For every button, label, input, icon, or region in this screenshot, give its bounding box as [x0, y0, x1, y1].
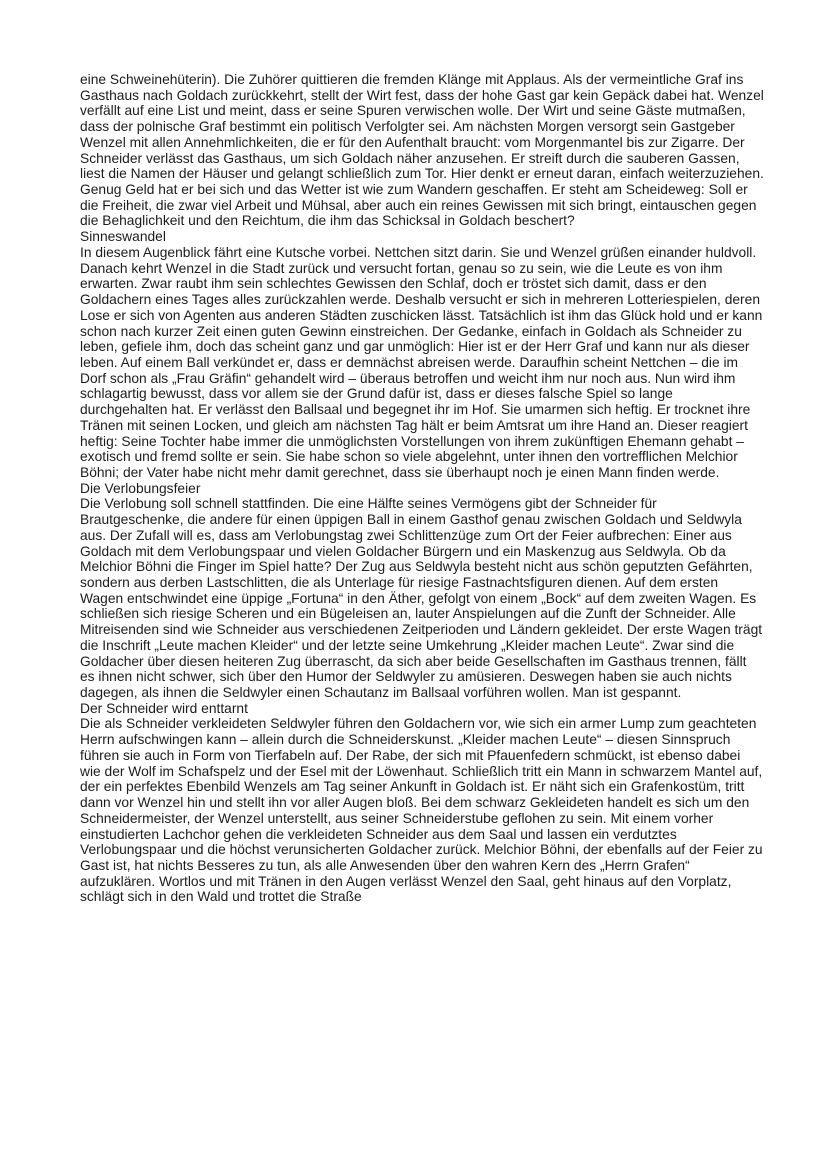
section-heading-schneider-enttarnt: Der Schneider wird enttarnt — [80, 700, 248, 716]
section-heading-sinneswandel: Sinneswandel — [80, 229, 166, 245]
paragraph-arrival-continuation: eine Schweinehüterin). Die Zuhörer quittieren die fremden Klänge mit Applaus. Als der vermeintliche Graf ins Gasthaus nach Goldach zurückkehrt, stellt der Wirt fest, dass der hohe Gast gar kein Gepäck dabei hat. Wenzel verfällt auf eine List und meint, dass er seine Spuren verwischen wolle. Der Wirt und seine Gäste mutmaßen, dass der polnische Graf bestimmt ein politisch Verfolgter sei. Am nächsten Morgen versorgt sein Gastgeber Wenzel mit allen Annehmlichkeiten, die er für den Aufenthalt braucht: vom Morgenmantel bis zur Zigarre. Der Schneider verlässt das Gasthaus, um sich Goldach näher anzusehen. Er streift durch die sauberen Gassen, liest die Namen der Häuser und gelangt schließlich zum Tor. Hier denkt er erneut daran, einfach weiterzuziehen. Genug Geld hat er bei sich und das Wetter ist wie zum Wandern geschaffen. Er steht am Scheideweg: Soll er die Freiheit, die zwar viel Arbeit und Mühsal, aber auch ein reines Gewissen mit sich bringt, eintauschen gegen die Behaglichkeit und den Reichtum, die ihm das Schicksal in Goldach beschert? — [80, 72, 764, 229]
section-heading-verlobungsfeier: Die Verlobungsfeier — [80, 480, 201, 496]
text-block — [80, 72, 764, 905]
paragraph-verlobungsfeier: Die Verlobung soll schnell stattfinden. Die eine Hälfte seines Vermögens gibt der Schneider für Brautgeschenke, die andere für einen üppigen Ball in einem Gasthof genau zwischen Goldach und Seldwyla aus. Der Zufall will es, dass am Verlobungstag zwei Schlittenzüge zum Ort der Feier aufbrechen: Einer aus Goldach mit dem Verlobungspaar und vielen Goldacher Bürgern und ein Maskenzug aus Seldwyla. Ob da Melchior Böhni die Finger im Spiel hatte? Der Zug aus Seldwyla besteht nicht aus schön geputzten Gefährten, sondern aus derben Lastschlitten, die als Unterlage für riesige Fastnachtsfiguren dienen. Auf dem ersten Wagen entschwindet eine üppige „Fortuna“ in den Äther, gefolgt von einem „Bock“ auf dem zweiten Wagen. Es schließen sich riesige Scheren und ein Bügeleisen an, lauter Anspielungen auf die Zunft der Schneider. Alle Mitreisenden sind wie Schneider aus verschiedenen Zeitperioden und Ländern gekleidet. Der erste Wagen trägt die Inschrift „Leute machen Kleider“ und der letzte seine Umkehrung „Kleider machen Leute“. Zwar sind die Goldacher über diesen heiteren Zug überrascht, da sich aber beide Gesellschaften im Gasthaus trennen, fällt es ihnen nicht schwer, sich über den Humor der Seldwyler zu amüsieren. Deswegen haben sie auch nichts dagegen, als ihnen die Seldwyler einen Schautanz im Ballsaal vorführen wollen. Man ist gespannt. — [80, 496, 763, 701]
paragraph-sinneswandel: In diesem Augenblick fährt eine Kutsche vorbei. Nettchen sitzt darin. Sie und Wenzel grüßen einander huldvoll. Danach kehrt Wenzel in die Stadt zurück und versucht fortan, genau so zu sein, wie die Leute es von ihm erwarten. Zwar raubt ihm sein schlechtes Gewissen den Schlaf, doch er tröstet sich damit, dass er den Goldachern eines Tages alles zurückzahlen werde. Deshalb versucht er sich in mehreren Lotteriespielen, deren Lose er sich von Agenten aus anderen Städten zuschicken lässt. Tatsächlich ist ihm das Glück hold und er kann schon nach kurzer Zeit einen guten Gewinn einstreichen. Der Gedanke, einfach in Goldach als Schneider zu leben, gefiele ihm, doch das scheint ganz und gar unmöglich: Hier ist er der Herr Graf und kann nur als dieser leben. Auf einem Ball verkündet er, dass er demnächst abreisen werde. Daraufhin scheint Nettchen – die im Dorf schon als „Frau Gräfin“ gehandelt wird – überaus betroffen und weicht ihm nur noch aus. Nun wird ihm schlagartig bewusst, dass vor allem sie der Grund dafür ist, dass er dieses falsche Spiel so lange durchgehalten hat. Er verlässt den Ballsaal und begegnet ihr im Hof. Sie umarmen sich heftig. Er trocknet ihre Tränen mit seinen Locken, und gleich am nächsten Tag hält er beim Amtsrat um ihre Hand an. Dieser reagiert heftig: Seine Tochter habe immer die unmöglichsten Vorstellungen von ihrem zukünftigen Ehemann gehabt – exotisch und fremd sollte er sein. Sie habe schon so viele abgelehnt, unter ihnen den vortrefflichen Melchior Böhni; der Vater habe nicht mehr damit gerechnet, dass sie überhaupt noch je einen Mann finden werde. — [80, 244, 763, 480]
paragraph-schneider-enttarnt: Die als Schneider verkleideten Seldwyler führen den Goldachern vor, wie sich ein armer Lump zum geachteten Herrn aufschwingen kann – allein durch die Schneiderskunst. „Kleider machen Leute“ – diesen Sinnspruch führen sie auch in Form von Tierfabeln auf. Der Rabe, der sich mit Pfauenfedern schmückt, ist ebenso dabei wie der Wolf im Schafspelz und der Esel mit der Löwenhaut. Schließlich tritt ein Mann in schwarzem Mantel auf, der ein perfektes Ebenbild Wenzels am Tag seiner Ankunft in Goldach ist. Er näht sich ein Grafenkostüm, tritt dann vor Wenzel hin und stellt ihn vor aller Augen bloß. Bei dem schwarz Gekleideten handelt es sich um den Schneidermeister, der Wenzel unterstellt, aus seiner Schneiderstube geflohen zu sein. Mit einem vorher einstudierten Lachchor gehen die verkleideten Schneider aus dem Saal und lassen ein verdutztes Verlobungspaar und die höchst verunsicherten Goldacher zurück. Melchior Böhni, der ebenfalls auf der Feier zu Gast ist, hat nichts Besseres zu tun, als alle Anwesenden über den wahren Kern des „Herrn Grafen“ aufzuklären. Wortlos und mit Tränen in den Augen verlässt Wenzel den Saal, geht hinaus auf den Vorplatz, schlägt sich in den Wald und trottet die Straße — [80, 716, 763, 905]
